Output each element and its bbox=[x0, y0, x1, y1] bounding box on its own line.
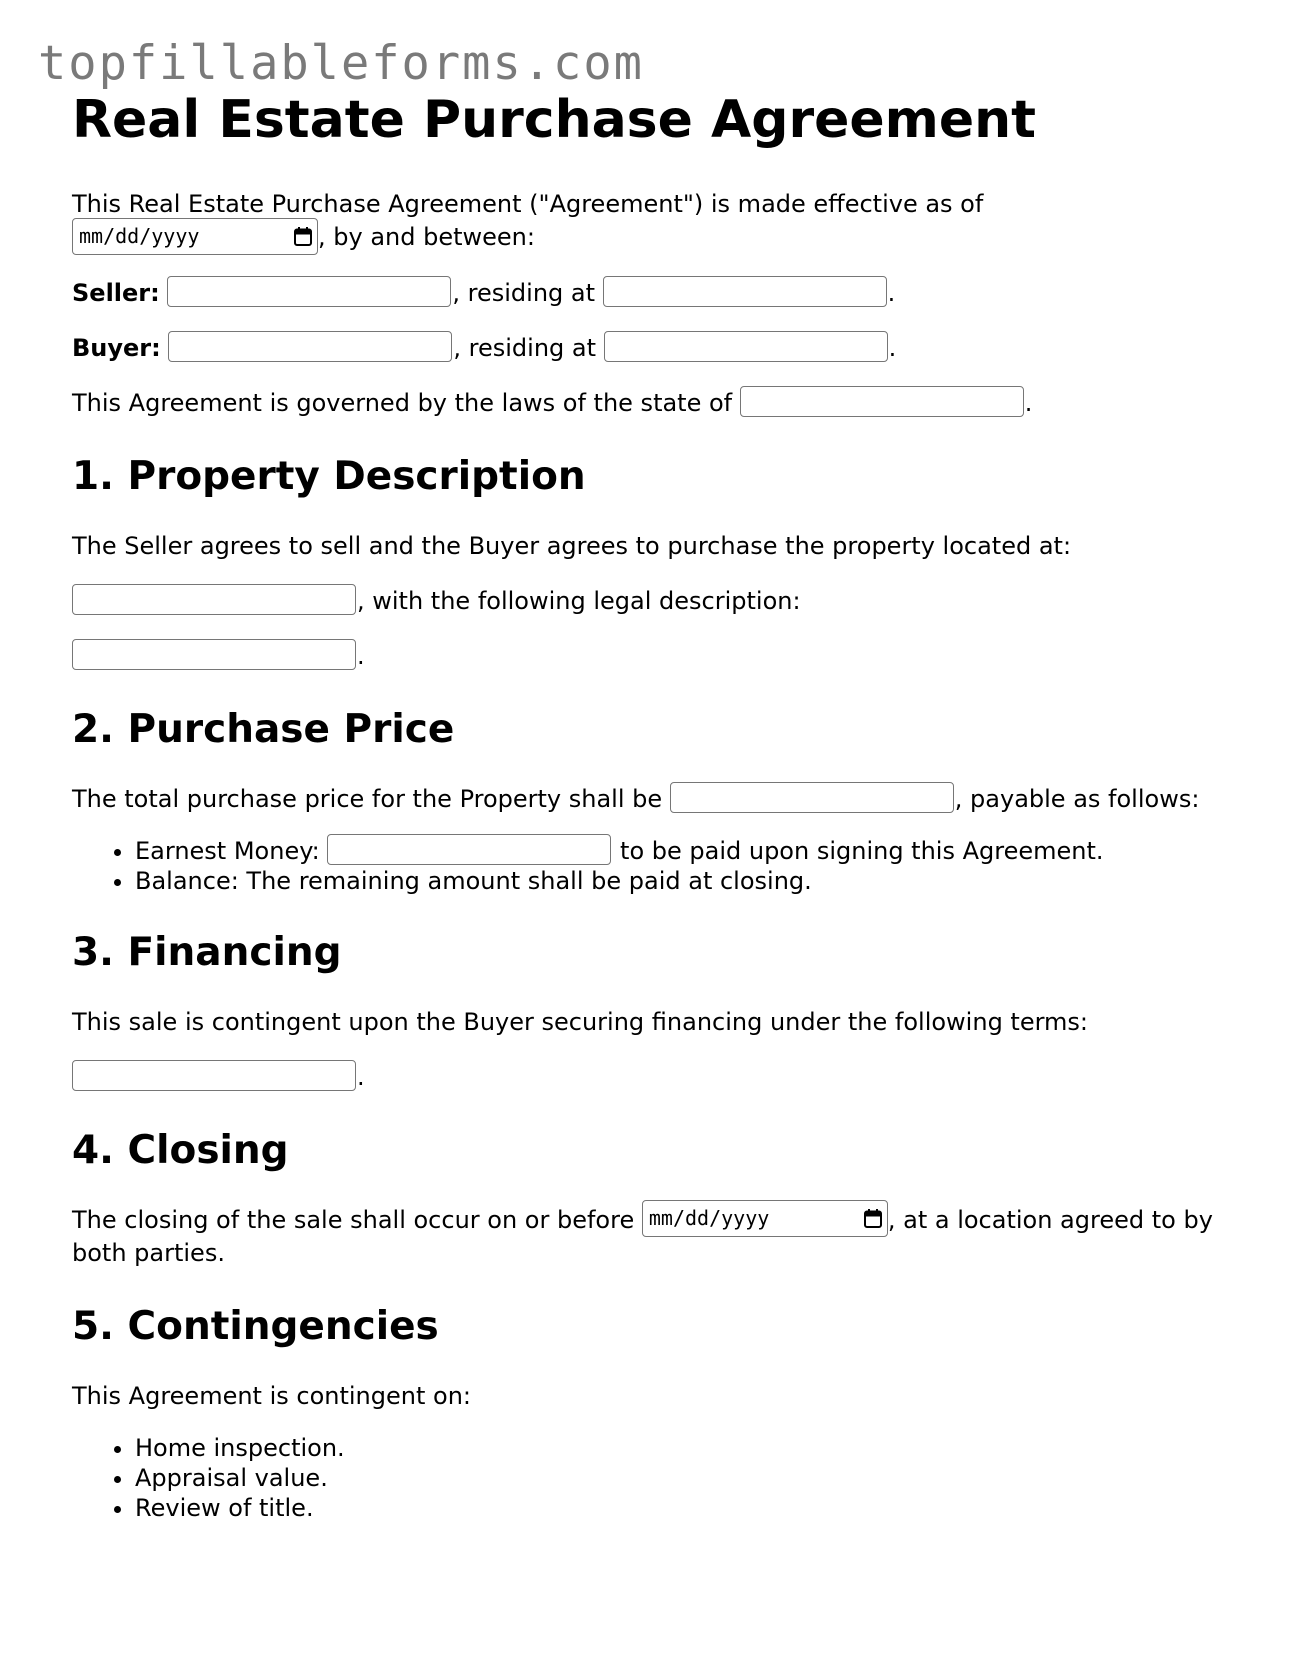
seller-name-input[interactable] bbox=[167, 276, 451, 307]
watermark: topfillableforms.com bbox=[38, 36, 644, 91]
buyer-line bbox=[72, 332, 1232, 365]
purchase-price-input[interactable] bbox=[670, 782, 954, 813]
purchase-price-text: The total purchase price for the Property shall be bbox=[72, 784, 663, 813]
seller-address-input[interactable] bbox=[603, 276, 887, 307]
closing-date-placeholder: mm/dd/yyyy bbox=[648, 1206, 770, 1230]
governing-law-text: This Agreement is governed by the laws of the state of bbox=[72, 388, 733, 417]
financing-terms-input[interactable] bbox=[72, 1060, 356, 1091]
effective-date-input[interactable] bbox=[72, 218, 318, 255]
earnest-money-label: Earnest Money: bbox=[135, 836, 320, 865]
payment-list bbox=[72, 836, 1232, 896]
seller-period: . bbox=[887, 278, 896, 307]
section-1-text: The Seller agrees to sell and the Buyer agrees to purchase the property located at: bbox=[72, 531, 1072, 560]
buyer-address-input[interactable] bbox=[604, 331, 888, 362]
section-3-text: This sale is contingent upon the Buyer securing financing under the following terms: bbox=[72, 1007, 1089, 1036]
seller-residing-text: , residing at bbox=[452, 278, 596, 307]
legal-description-input[interactable] bbox=[72, 639, 356, 670]
financing-period: . bbox=[357, 1062, 365, 1091]
property-address-input[interactable] bbox=[72, 584, 356, 615]
calendar-icon[interactable] bbox=[294, 227, 312, 246]
buyer-residing-text: , residing at bbox=[453, 333, 597, 362]
closing-date-input[interactable] bbox=[642, 1200, 888, 1237]
buyer-name-input[interactable] bbox=[168, 331, 452, 362]
property-address-line bbox=[72, 585, 1232, 618]
purchase-price-line bbox=[72, 783, 1232, 816]
effective-date-placeholder: mm/dd/yyyy bbox=[79, 223, 200, 248]
section-5-heading: 5. Contingencies bbox=[72, 1304, 439, 1349]
buyer-period: . bbox=[888, 333, 897, 362]
governing-state-input[interactable] bbox=[740, 386, 1024, 417]
buyer-label: Buyer: bbox=[72, 333, 161, 362]
section-2-heading: 2. Purchase Price bbox=[72, 706, 455, 752]
legal-description-line bbox=[72, 640, 1232, 673]
seller-line bbox=[72, 277, 1232, 310]
closing-text: The closing of the sale shall occur on or before bbox=[72, 1205, 635, 1234]
legal-description-period: . bbox=[357, 641, 365, 670]
list-item: • Balance: The remaining amount shall be paid at closing. bbox=[135, 866, 1232, 896]
intro-text: This Real Estate Purchase Agreement ("Agreement") is made effective as of bbox=[72, 190, 984, 218]
list-item: • Review of title. bbox=[135, 1493, 1232, 1523]
list-item: • Appraisal value. bbox=[135, 1463, 1232, 1493]
seller-label: Seller: bbox=[72, 278, 160, 307]
intro-paragraph bbox=[72, 188, 1232, 255]
closing-line bbox=[72, 1204, 1232, 1271]
governing-law-line bbox=[72, 387, 1232, 420]
earnest-money-text: to be paid upon signing this Agreement. bbox=[620, 836, 1104, 865]
calendar-icon[interactable] bbox=[864, 1209, 882, 1228]
financing-terms-line bbox=[72, 1061, 1232, 1094]
section-4-heading: 4. Closing bbox=[72, 1127, 289, 1173]
list-item bbox=[135, 836, 1232, 866]
intro-text-after: , by and between: bbox=[318, 223, 535, 251]
section-1-heading: 1. Property Description bbox=[72, 453, 586, 499]
list-item: • Home inspection. bbox=[135, 1433, 1232, 1463]
governing-period: . bbox=[1024, 388, 1033, 417]
purchase-price-after: , payable as follows: bbox=[954, 784, 1200, 813]
closing-text-after: , at a location agreed to by both parties. bbox=[72, 1205, 1213, 1267]
page-title: Real Estate Purchase Agreement bbox=[72, 90, 1036, 150]
legal-description-text: , with the following legal description: bbox=[357, 586, 801, 615]
section-5-text: This Agreement is contingent on: bbox=[72, 1382, 471, 1410]
contingencies-list bbox=[72, 1433, 1232, 1523]
earnest-money-input[interactable] bbox=[327, 834, 611, 865]
agreement-document bbox=[72, 90, 1232, 1523]
section-3-heading: 3. Financing bbox=[72, 929, 342, 975]
